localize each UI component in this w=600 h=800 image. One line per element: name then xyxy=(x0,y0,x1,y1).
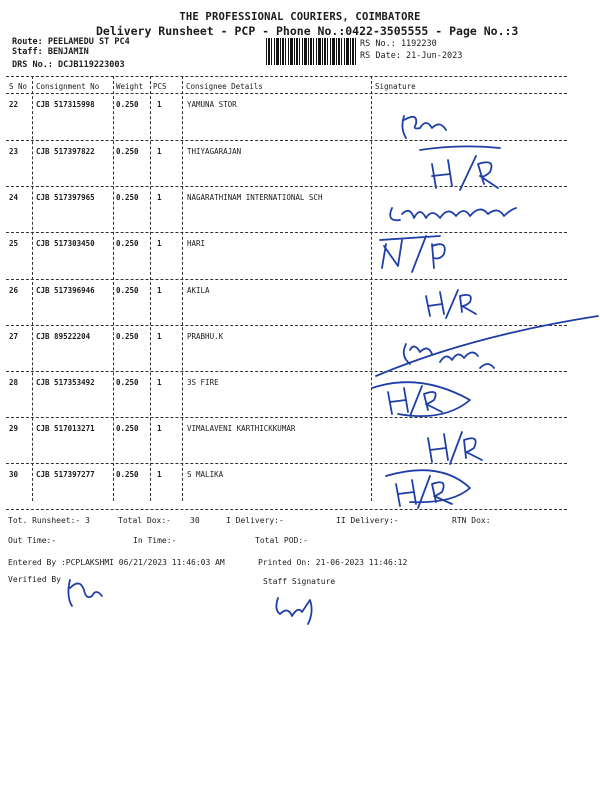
row-pcs: 1 xyxy=(157,193,162,202)
rs-number: RS No.: 1192230 xyxy=(360,39,437,49)
np-mark xyxy=(380,236,445,272)
row-sno: 22 xyxy=(9,100,19,109)
total-dox-label: Total Dox:- xyxy=(118,516,171,525)
staff-signature xyxy=(276,598,311,624)
signature-scribble xyxy=(390,208,516,220)
rs-date: RS Date: 21-Jun-2023 xyxy=(360,51,463,61)
ii-delivery-label: II Delivery:- xyxy=(336,516,399,525)
hr-underline xyxy=(420,146,500,150)
row-consignment: CJB 517013271 xyxy=(36,424,95,433)
row-pcs: 1 xyxy=(157,147,162,156)
staff-signature-label: Staff Signature xyxy=(263,577,336,586)
row-sno: 27 xyxy=(9,332,19,341)
long-stroke xyxy=(376,316,598,376)
staff-label: Staff: BENJAMIN xyxy=(12,47,89,57)
hr-mark xyxy=(396,476,452,508)
printed-on: Printed On: 21-06-2023 11:46:12 xyxy=(258,558,408,567)
row-consignment: CJB 517315998 xyxy=(36,100,95,109)
company-title: THE PROFESSIONAL COURIERS, COIMBATORE xyxy=(179,11,421,23)
row-sno: 26 xyxy=(9,286,19,295)
row-consignment: CJB 517397965 xyxy=(36,193,95,202)
row-consignee: 3S FIRE xyxy=(187,378,219,387)
signature-scribble xyxy=(404,344,494,368)
row-sno: 24 xyxy=(9,193,19,202)
row-consignment: CJB 517303450 xyxy=(36,239,95,248)
hr-mark xyxy=(388,386,442,416)
row-pcs: 1 xyxy=(157,332,162,341)
col-header-consignee: Consignee Details xyxy=(186,82,263,91)
row-consignee: VIMALAVENI KARTHICKKUMAR xyxy=(187,424,296,433)
out-time-label: Out Time:- xyxy=(8,536,57,545)
row-pcs: 1 xyxy=(157,286,162,295)
row-consignee: PRABHU.K xyxy=(187,332,224,341)
signature-scribble xyxy=(402,116,446,138)
row-pcs: 1 xyxy=(157,100,162,109)
hr-mark xyxy=(432,156,498,190)
row-sno: 25 xyxy=(9,239,19,248)
row-weight: 0.250 xyxy=(116,286,139,295)
row-consignee: THIYAGARAJAN xyxy=(187,147,242,156)
total-dox-value: 30 xyxy=(190,516,200,525)
in-time-label: In Time:- xyxy=(133,536,177,545)
row-pcs: 1 xyxy=(157,424,162,433)
col-header-sno: S No xyxy=(9,82,28,91)
row-consignment: CJB 517397277 xyxy=(36,470,95,479)
row-weight: 0.250 xyxy=(116,193,139,202)
row-sno: 30 xyxy=(9,470,19,479)
row-consignee: HARI xyxy=(187,239,206,248)
col-header-pcs: PCS xyxy=(153,82,167,91)
row-consignee: AKILA xyxy=(187,286,210,295)
row-pcs: 1 xyxy=(157,470,162,479)
row-sno: 23 xyxy=(9,147,19,156)
row-consignment: CJB 89522204 xyxy=(36,332,91,341)
row-pcs: 1 xyxy=(157,378,162,387)
drs-number: DRS No.: DCJB119223003 xyxy=(12,60,125,70)
row-consignment: CJB 517396946 xyxy=(36,286,95,295)
row-consignment: CJB 517353492 xyxy=(36,378,95,387)
rtn-dox-label: RTN Dox: xyxy=(452,516,491,525)
row-sno: 28 xyxy=(9,378,19,387)
total-runsheet: Tot. Runsheet:- 3 xyxy=(8,516,90,525)
row-weight: 0.250 xyxy=(116,470,139,479)
entered-by: Entered By :PCPLAKSHMI 06/21/2023 11:46:03 AM xyxy=(8,558,225,567)
row-consignee: YAMUNA STOR xyxy=(187,100,237,109)
row-weight: 0.250 xyxy=(116,147,139,156)
i-delivery-label: I Delivery:- xyxy=(226,516,284,525)
row-consignment: CJB 517397822 xyxy=(36,147,95,156)
row-weight: 0.250 xyxy=(116,100,139,109)
col-header-signature: Signature xyxy=(375,82,416,91)
total-pod-label: Total POD:- xyxy=(255,536,308,545)
hr-mark xyxy=(426,290,476,318)
row-weight: 0.250 xyxy=(116,424,139,433)
runsheet-title: Delivery Runsheet - PCP - Phone No.:0422-3505555 - Page No.:3 xyxy=(96,24,519,38)
row-weight: 0.250 xyxy=(116,332,139,341)
row-consignee: NAGARATHINAM INTERNATIONAL SCH xyxy=(187,193,323,202)
verified-by-label: Verified By xyxy=(8,575,61,584)
row-weight: 0.250 xyxy=(116,239,139,248)
hr-mark xyxy=(428,432,482,464)
route-label: Route: PEELAMEDU ST PC4 xyxy=(12,37,130,47)
row-weight: 0.250 xyxy=(116,378,139,387)
row-pcs: 1 xyxy=(157,239,162,248)
col-header-consignment: Consignment No xyxy=(36,82,100,91)
verified-signature xyxy=(68,580,102,606)
row-sno: 29 xyxy=(9,424,19,433)
row-consignee: S MALIKA xyxy=(187,470,224,479)
col-header-weight: Weight xyxy=(116,82,144,91)
